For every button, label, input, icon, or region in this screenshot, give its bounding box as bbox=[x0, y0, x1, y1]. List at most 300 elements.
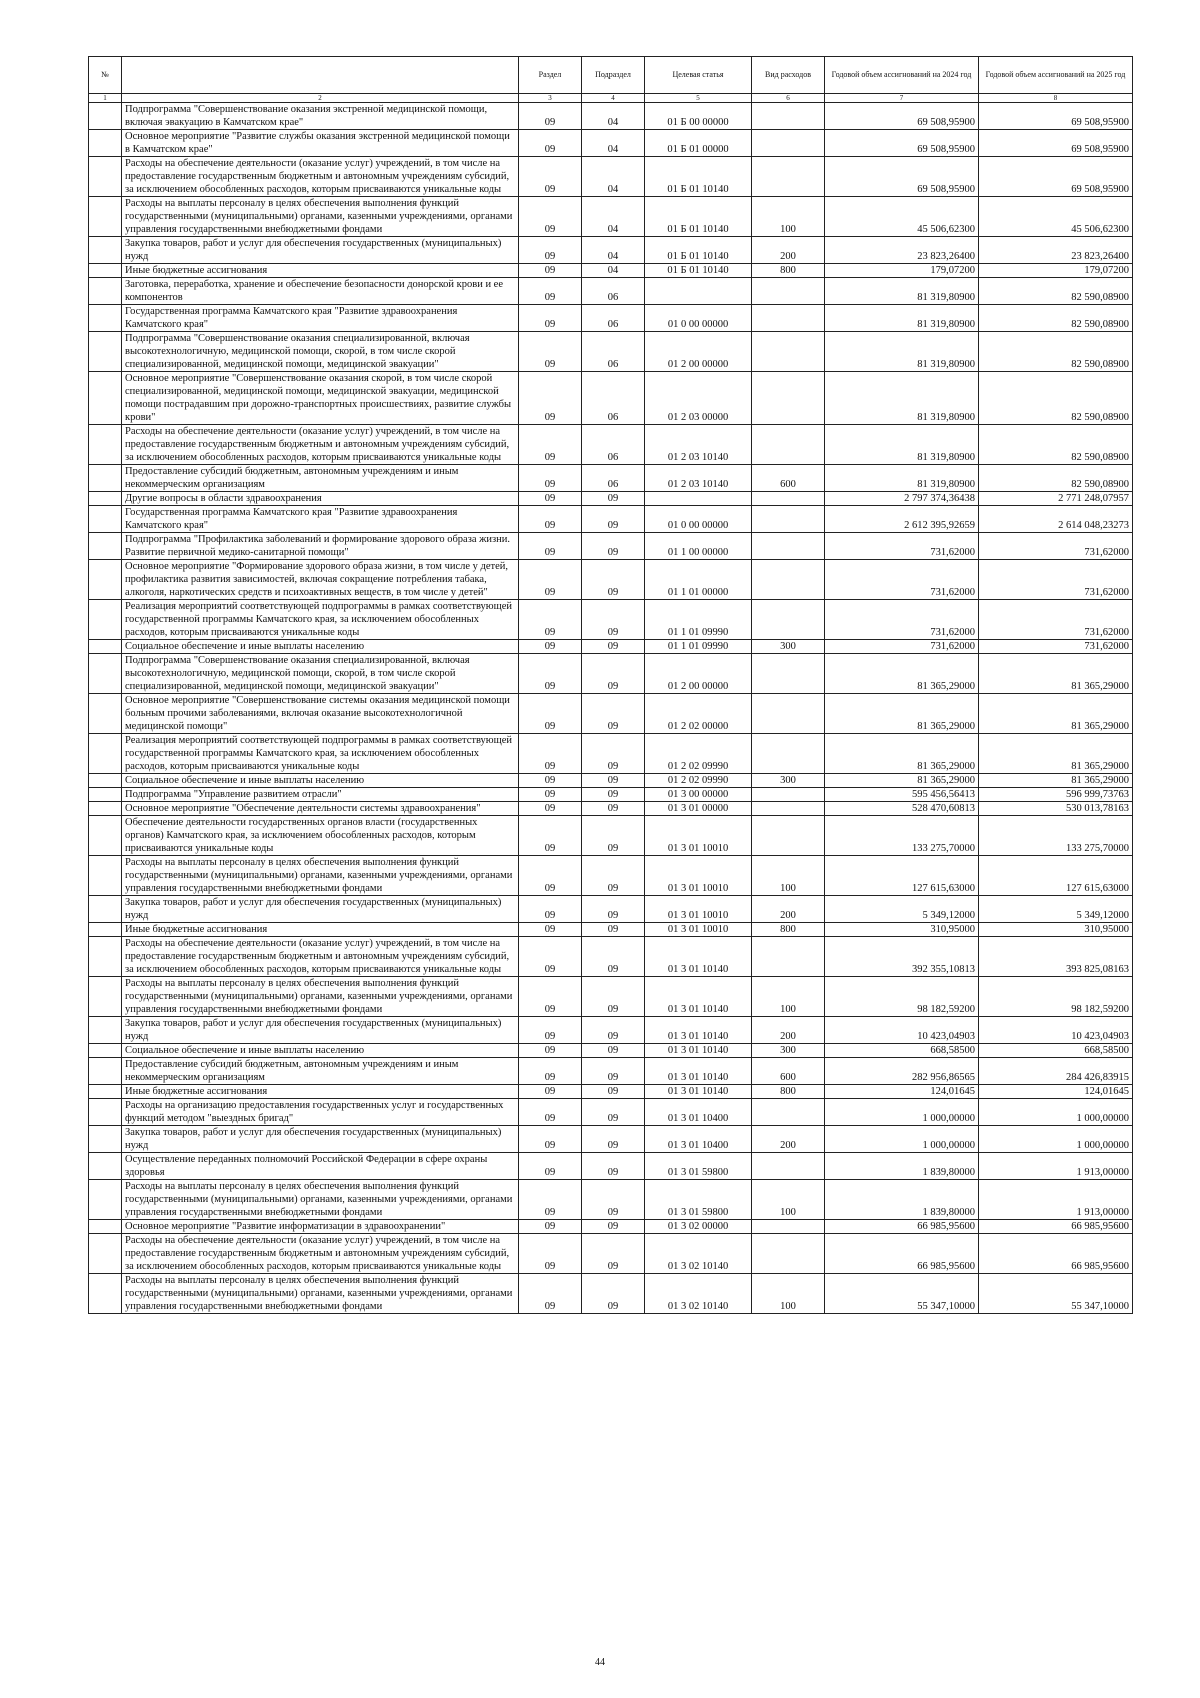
header-tselevaya-statya: Целевая статья bbox=[645, 57, 752, 94]
row-vid-raskhodov bbox=[752, 305, 825, 332]
row-podrazdel: 09 bbox=[582, 1058, 645, 1085]
row-razdel: 09 bbox=[519, 1234, 582, 1274]
table-row bbox=[89, 856, 1133, 896]
table-row bbox=[89, 1234, 1133, 1274]
row-tselevaya-statya: 01 3 02 10140 bbox=[645, 1234, 752, 1274]
row-description: Закупка товаров, работ и услуг для обеспечения государственных (муниципальных) нужд bbox=[122, 1017, 519, 1044]
row-podrazdel: 04 bbox=[582, 130, 645, 157]
row-vid-raskhodov: 200 bbox=[752, 1126, 825, 1153]
column-index: 6 bbox=[752, 94, 825, 103]
row-amount-2025: 66 985,95600 bbox=[979, 1234, 1133, 1274]
table-row bbox=[89, 1017, 1133, 1044]
row-podrazdel: 09 bbox=[582, 1017, 645, 1044]
row-description: Предоставление субсидий бюджетным, автономным учреждениям и иным некоммерческим организациям bbox=[122, 1058, 519, 1085]
row-vid-raskhodov bbox=[752, 1234, 825, 1274]
row-description: Закупка товаров, работ и услуг для обеспечения государственных (муниципальных) нужд bbox=[122, 1126, 519, 1153]
row-tselevaya-statya: 01 3 02 00000 bbox=[645, 1220, 752, 1234]
table-row bbox=[89, 492, 1133, 506]
row-podrazdel: 09 bbox=[582, 937, 645, 977]
row-amount-2024: 81 365,29000 bbox=[825, 774, 979, 788]
row-description: Социальное обеспечение и иные выплаты населению bbox=[122, 774, 519, 788]
row-vid-raskhodov bbox=[752, 734, 825, 774]
row-amount-2024: 1 000,00000 bbox=[825, 1099, 979, 1126]
row-amount-2025: 5 349,12000 bbox=[979, 896, 1133, 923]
row-vid-raskhodov bbox=[752, 937, 825, 977]
row-tselevaya-statya: 01 Б 01 10140 bbox=[645, 264, 752, 278]
row-amount-2024: 392 355,10813 bbox=[825, 937, 979, 977]
row-description: Реализация мероприятий соответствующей подпрограммы в рамках соответствующей государственной программы Камчатского края, за исключением обособленных расходов, которым присваиваются уникальные коды bbox=[122, 600, 519, 640]
row-vid-raskhodov: 200 bbox=[752, 896, 825, 923]
table-row bbox=[89, 774, 1133, 788]
row-tselevaya-statya: 01 3 01 10010 bbox=[645, 896, 752, 923]
budget-table bbox=[88, 56, 1133, 1314]
row-podrazdel: 06 bbox=[582, 465, 645, 492]
row-number-cell bbox=[89, 734, 122, 774]
row-description: Иные бюджетные ассигнования bbox=[122, 264, 519, 278]
row-number-cell bbox=[89, 600, 122, 640]
table-row bbox=[89, 506, 1133, 533]
row-vid-raskhodov bbox=[752, 788, 825, 802]
row-vid-raskhodov: 100 bbox=[752, 856, 825, 896]
row-podrazdel: 09 bbox=[582, 1153, 645, 1180]
table-row bbox=[89, 1180, 1133, 1220]
row-description: Закупка товаров, работ и услуг для обеспечения государственных (муниципальных) нужд bbox=[122, 896, 519, 923]
row-razdel: 09 bbox=[519, 640, 582, 654]
column-index: 3 bbox=[519, 94, 582, 103]
row-amount-2024: 310,95000 bbox=[825, 923, 979, 937]
row-tselevaya-statya: 01 3 01 10140 bbox=[645, 1085, 752, 1099]
row-tselevaya-statya: 01 2 03 10140 bbox=[645, 465, 752, 492]
table-row bbox=[89, 694, 1133, 734]
row-description: Основное мероприятие "Совершенствование оказания скорой, в том числе скорой специализированной, медицинской помощи, медицинской эвакуации, медицинской помощи пострадавшим при дорожно-транспортных происшествиях, развитие службы крови" bbox=[122, 372, 519, 425]
row-amount-2024: 45 506,62300 bbox=[825, 197, 979, 237]
row-podrazdel: 04 bbox=[582, 237, 645, 264]
table-row bbox=[89, 1220, 1133, 1234]
row-razdel: 09 bbox=[519, 1220, 582, 1234]
row-vid-raskhodov: 100 bbox=[752, 1274, 825, 1314]
row-vid-raskhodov bbox=[752, 533, 825, 560]
row-amount-2025: 731,62000 bbox=[979, 600, 1133, 640]
row-amount-2025: 45 506,62300 bbox=[979, 197, 1133, 237]
row-vid-raskhodov: 800 bbox=[752, 923, 825, 937]
row-tselevaya-statya: 01 2 02 09990 bbox=[645, 734, 752, 774]
row-number-cell bbox=[89, 492, 122, 506]
row-vid-raskhodov: 100 bbox=[752, 197, 825, 237]
header-podrazdel: Подраздел bbox=[582, 57, 645, 94]
row-amount-2024: 81 365,29000 bbox=[825, 694, 979, 734]
row-number-cell bbox=[89, 560, 122, 600]
row-razdel: 09 bbox=[519, 896, 582, 923]
row-amount-2025: 98 182,59200 bbox=[979, 977, 1133, 1017]
row-vid-raskhodov bbox=[752, 425, 825, 465]
row-number-cell bbox=[89, 465, 122, 492]
row-number-cell bbox=[89, 130, 122, 157]
column-index: 4 bbox=[582, 94, 645, 103]
row-number-cell bbox=[89, 305, 122, 332]
row-vid-raskhodov bbox=[752, 1099, 825, 1126]
row-description: Осуществление переданных полномочий Российской Федерации в сфере охраны здоровья bbox=[122, 1153, 519, 1180]
row-amount-2024: 55 347,10000 bbox=[825, 1274, 979, 1314]
row-amount-2025: 284 426,83915 bbox=[979, 1058, 1133, 1085]
table-row bbox=[89, 1153, 1133, 1180]
row-podrazdel: 09 bbox=[582, 1220, 645, 1234]
row-podrazdel: 04 bbox=[582, 157, 645, 197]
header-description bbox=[122, 57, 519, 94]
row-podrazdel: 06 bbox=[582, 425, 645, 465]
row-tselevaya-statya: 01 3 01 10140 bbox=[645, 937, 752, 977]
row-description: Другие вопросы в области здравоохранения bbox=[122, 492, 519, 506]
row-amount-2025: 82 590,08900 bbox=[979, 278, 1133, 305]
row-vid-raskhodov bbox=[752, 103, 825, 130]
table-row bbox=[89, 1044, 1133, 1058]
row-description: Подпрограмма "Совершенствование оказания экстренной медицинской помощи, включая эвакуацию в Камчатском крае" bbox=[122, 103, 519, 130]
row-vid-raskhodov bbox=[752, 802, 825, 816]
row-amount-2024: 69 508,95900 bbox=[825, 130, 979, 157]
row-tselevaya-statya: 01 2 03 00000 bbox=[645, 372, 752, 425]
row-tselevaya-statya: 01 3 01 10140 bbox=[645, 1017, 752, 1044]
row-amount-2025: 731,62000 bbox=[979, 533, 1133, 560]
row-description: Иные бюджетные ассигнования bbox=[122, 1085, 519, 1099]
row-amount-2024: 731,62000 bbox=[825, 640, 979, 654]
row-amount-2025: 81 365,29000 bbox=[979, 654, 1133, 694]
table-row bbox=[89, 816, 1133, 856]
row-description: Обеспечение деятельности государственных органов власти (государственных органов) Камчатского края, за исключением обособленных расходов, которым присваиваются уникальные коды bbox=[122, 816, 519, 856]
header-no: № bbox=[89, 57, 122, 94]
row-vid-raskhodov bbox=[752, 1220, 825, 1234]
table-row bbox=[89, 197, 1133, 237]
row-number-cell bbox=[89, 264, 122, 278]
row-number-cell bbox=[89, 506, 122, 533]
row-podrazdel: 09 bbox=[582, 1044, 645, 1058]
row-vid-raskhodov bbox=[752, 560, 825, 600]
table-row bbox=[89, 533, 1133, 560]
row-amount-2024: 81 319,80900 bbox=[825, 278, 979, 305]
row-amount-2024: 731,62000 bbox=[825, 560, 979, 600]
row-number-cell bbox=[89, 1017, 122, 1044]
row-vid-raskhodov: 600 bbox=[752, 1058, 825, 1085]
row-podrazdel: 09 bbox=[582, 923, 645, 937]
row-number-cell bbox=[89, 278, 122, 305]
row-razdel: 09 bbox=[519, 506, 582, 533]
column-index: 5 bbox=[645, 94, 752, 103]
row-amount-2024: 81 365,29000 bbox=[825, 654, 979, 694]
row-razdel: 09 bbox=[519, 977, 582, 1017]
row-podrazdel: 09 bbox=[582, 734, 645, 774]
row-description: Заготовка, переработка, хранение и обеспечение безопасности донорской крови и ее компонентов bbox=[122, 278, 519, 305]
row-amount-2025: 1 000,00000 bbox=[979, 1126, 1133, 1153]
row-tselevaya-statya: 01 Б 01 10140 bbox=[645, 237, 752, 264]
row-amount-2024: 528 470,60813 bbox=[825, 802, 979, 816]
row-amount-2025: 82 590,08900 bbox=[979, 425, 1133, 465]
table-body bbox=[89, 103, 1133, 1314]
page-number: 44 bbox=[595, 1657, 605, 1668]
row-number-cell bbox=[89, 533, 122, 560]
row-amount-2025: 393 825,08163 bbox=[979, 937, 1133, 977]
row-razdel: 09 bbox=[519, 278, 582, 305]
row-tselevaya-statya: 01 3 01 10140 bbox=[645, 977, 752, 1017]
row-razdel: 09 bbox=[519, 1085, 582, 1099]
row-razdel: 09 bbox=[519, 1044, 582, 1058]
row-amount-2024: 731,62000 bbox=[825, 600, 979, 640]
row-podrazdel: 04 bbox=[582, 264, 645, 278]
row-amount-2024: 1 839,80000 bbox=[825, 1180, 979, 1220]
row-description: Расходы на выплаты персоналу в целях обеспечения выполнения функций государственными (муниципальными) органами, казенными учреждениями, органами управления государственными внебюджетными фондами bbox=[122, 1180, 519, 1220]
row-number-cell bbox=[89, 856, 122, 896]
row-number-cell bbox=[89, 197, 122, 237]
row-vid-raskhodov: 300 bbox=[752, 640, 825, 654]
table-row bbox=[89, 103, 1133, 130]
row-number-cell bbox=[89, 1044, 122, 1058]
row-tselevaya-statya: 01 3 01 10010 bbox=[645, 923, 752, 937]
row-number-cell bbox=[89, 896, 122, 923]
table-row bbox=[89, 157, 1133, 197]
row-razdel: 09 bbox=[519, 937, 582, 977]
row-amount-2024: 282 956,86565 bbox=[825, 1058, 979, 1085]
row-podrazdel: 09 bbox=[582, 977, 645, 1017]
row-vid-raskhodov bbox=[752, 130, 825, 157]
row-tselevaya-statya: 01 Б 01 10140 bbox=[645, 197, 752, 237]
row-amount-2024: 127 615,63000 bbox=[825, 856, 979, 896]
row-podrazdel: 06 bbox=[582, 278, 645, 305]
row-tselevaya-statya: 01 1 01 09990 bbox=[645, 640, 752, 654]
row-description: Основное мероприятие "Совершенствование системы оказания медицинской помощи больным прочими заболеваниями, включая оказание высокотехнологичной медицинской помощи" bbox=[122, 694, 519, 734]
row-razdel: 09 bbox=[519, 332, 582, 372]
row-amount-2025: 124,01645 bbox=[979, 1085, 1133, 1099]
row-razdel: 09 bbox=[519, 1126, 582, 1153]
row-amount-2024: 595 456,56413 bbox=[825, 788, 979, 802]
row-number-cell bbox=[89, 372, 122, 425]
row-tselevaya-statya: 01 Б 01 10140 bbox=[645, 157, 752, 197]
row-razdel: 09 bbox=[519, 734, 582, 774]
row-vid-raskhodov bbox=[752, 372, 825, 425]
row-description: Социальное обеспечение и иные выплаты населению bbox=[122, 1044, 519, 1058]
row-amount-2025: 81 365,29000 bbox=[979, 774, 1133, 788]
row-number-cell bbox=[89, 237, 122, 264]
row-razdel: 09 bbox=[519, 774, 582, 788]
row-amount-2025: 55 347,10000 bbox=[979, 1274, 1133, 1314]
table-row bbox=[89, 896, 1133, 923]
row-tselevaya-statya bbox=[645, 492, 752, 506]
header-volume-2024: Годовой объем ассигнований на 2024 год bbox=[825, 57, 979, 94]
row-podrazdel: 09 bbox=[582, 1180, 645, 1220]
row-description: Иные бюджетные ассигнования bbox=[122, 923, 519, 937]
row-razdel: 09 bbox=[519, 264, 582, 278]
row-tselevaya-statya: 01 3 01 10400 bbox=[645, 1099, 752, 1126]
row-podrazdel: 09 bbox=[582, 896, 645, 923]
row-razdel: 09 bbox=[519, 654, 582, 694]
table-row bbox=[89, 305, 1133, 332]
row-vid-raskhodov: 800 bbox=[752, 264, 825, 278]
row-description: Реализация мероприятий соответствующей подпрограммы в рамках соответствующей государственной программы Камчатского края, за исключением обособленных расходов, которым присваиваются уникальные коды bbox=[122, 734, 519, 774]
row-podrazdel: 09 bbox=[582, 856, 645, 896]
row-number-cell bbox=[89, 923, 122, 937]
table-row bbox=[89, 425, 1133, 465]
row-tselevaya-statya: 01 0 00 00000 bbox=[645, 305, 752, 332]
row-number-cell bbox=[89, 1153, 122, 1180]
row-razdel: 09 bbox=[519, 237, 582, 264]
row-razdel: 09 bbox=[519, 465, 582, 492]
row-tselevaya-statya: 01 1 01 00000 bbox=[645, 560, 752, 600]
row-amount-2025: 66 985,95600 bbox=[979, 1220, 1133, 1234]
row-amount-2024: 66 985,95600 bbox=[825, 1220, 979, 1234]
header-row bbox=[89, 57, 1133, 94]
row-amount-2025: 2 771 248,07957 bbox=[979, 492, 1133, 506]
row-amount-2024: 81 319,80900 bbox=[825, 465, 979, 492]
row-amount-2025: 81 365,29000 bbox=[979, 694, 1133, 734]
row-amount-2025: 82 590,08900 bbox=[979, 305, 1133, 332]
table-row bbox=[89, 788, 1133, 802]
row-number-cell bbox=[89, 774, 122, 788]
row-razdel: 09 bbox=[519, 1099, 582, 1126]
row-podrazdel: 04 bbox=[582, 197, 645, 237]
row-number-cell bbox=[89, 1126, 122, 1153]
header-volume-2025: Годовой объем ассигнований на 2025 год bbox=[979, 57, 1133, 94]
row-vid-raskhodov bbox=[752, 816, 825, 856]
table-row bbox=[89, 600, 1133, 640]
row-amount-2024: 81 319,80900 bbox=[825, 425, 979, 465]
row-vid-raskhodov bbox=[752, 506, 825, 533]
table-row bbox=[89, 937, 1133, 977]
row-amount-2025: 530 013,78163 bbox=[979, 802, 1133, 816]
table-row bbox=[89, 1058, 1133, 1085]
row-number-cell bbox=[89, 103, 122, 130]
row-description: Расходы на обеспечение деятельности (оказание услуг) учреждений, в том числе на предоставление государственным бюджетным и автономным учреждениям субсидий, за исключением обособленных расходов, которым присваиваются уникальные коды bbox=[122, 157, 519, 197]
row-razdel: 09 bbox=[519, 130, 582, 157]
table-row bbox=[89, 1099, 1133, 1126]
row-amount-2025: 2 614 048,23273 bbox=[979, 506, 1133, 533]
row-description: Государственная программа Камчатского края "Развитие здравоохранения Камчатского края" bbox=[122, 506, 519, 533]
table-row bbox=[89, 923, 1133, 937]
row-razdel: 09 bbox=[519, 1180, 582, 1220]
row-tselevaya-statya: 01 2 00 00000 bbox=[645, 654, 752, 694]
table-row bbox=[89, 802, 1133, 816]
column-index-row bbox=[89, 94, 1133, 103]
table-row bbox=[89, 372, 1133, 425]
row-amount-2025: 69 508,95900 bbox=[979, 130, 1133, 157]
row-amount-2025: 1 913,00000 bbox=[979, 1153, 1133, 1180]
row-amount-2025: 127 615,63000 bbox=[979, 856, 1133, 896]
row-podrazdel: 04 bbox=[582, 103, 645, 130]
row-amount-2024: 1 000,00000 bbox=[825, 1126, 979, 1153]
row-razdel: 09 bbox=[519, 425, 582, 465]
table-row bbox=[89, 1085, 1133, 1099]
row-number-cell bbox=[89, 1085, 122, 1099]
row-amount-2024: 69 508,95900 bbox=[825, 157, 979, 197]
row-number-cell bbox=[89, 640, 122, 654]
row-number-cell bbox=[89, 1274, 122, 1314]
row-amount-2025: 133 275,70000 bbox=[979, 816, 1133, 856]
row-tselevaya-statya: 01 2 00 00000 bbox=[645, 332, 752, 372]
row-vid-raskhodov: 100 bbox=[752, 977, 825, 1017]
row-amount-2025: 81 365,29000 bbox=[979, 734, 1133, 774]
table-row bbox=[89, 734, 1133, 774]
row-amount-2025: 69 508,95900 bbox=[979, 157, 1133, 197]
row-description: Расходы на выплаты персоналу в целях обеспечения выполнения функций государственными (муниципальными) органами, казенными учреждениями, органами управления государственными внебюджетными фондами bbox=[122, 856, 519, 896]
row-podrazdel: 09 bbox=[582, 640, 645, 654]
row-vid-raskhodov bbox=[752, 492, 825, 506]
row-razdel: 09 bbox=[519, 788, 582, 802]
row-razdel: 09 bbox=[519, 533, 582, 560]
row-amount-2025: 179,07200 bbox=[979, 264, 1133, 278]
row-description: Социальное обеспечение и иные выплаты населению bbox=[122, 640, 519, 654]
row-amount-2025: 668,58500 bbox=[979, 1044, 1133, 1058]
row-podrazdel: 09 bbox=[582, 506, 645, 533]
row-tselevaya-statya: 01 3 01 10400 bbox=[645, 1126, 752, 1153]
row-vid-raskhodov: 200 bbox=[752, 237, 825, 264]
row-podrazdel: 06 bbox=[582, 372, 645, 425]
row-amount-2024: 124,01645 bbox=[825, 1085, 979, 1099]
row-tselevaya-statya: 01 1 01 09990 bbox=[645, 600, 752, 640]
row-amount-2024: 5 349,12000 bbox=[825, 896, 979, 923]
table-row bbox=[89, 237, 1133, 264]
row-razdel: 09 bbox=[519, 802, 582, 816]
row-vid-raskhodov bbox=[752, 278, 825, 305]
header-razdel: Раздел bbox=[519, 57, 582, 94]
row-amount-2025: 69 508,95900 bbox=[979, 103, 1133, 130]
row-razdel: 09 bbox=[519, 372, 582, 425]
row-amount-2025: 731,62000 bbox=[979, 640, 1133, 654]
row-vid-raskhodov bbox=[752, 694, 825, 734]
row-amount-2024: 179,07200 bbox=[825, 264, 979, 278]
row-number-cell bbox=[89, 788, 122, 802]
row-razdel: 09 bbox=[519, 157, 582, 197]
row-tselevaya-statya: 01 0 00 00000 bbox=[645, 506, 752, 533]
row-tselevaya-statya: 01 3 01 00000 bbox=[645, 802, 752, 816]
row-podrazdel: 09 bbox=[582, 560, 645, 600]
row-tselevaya-statya: 01 3 01 10010 bbox=[645, 856, 752, 896]
row-podrazdel: 09 bbox=[582, 694, 645, 734]
row-amount-2024: 81 319,80900 bbox=[825, 372, 979, 425]
row-vid-raskhodov: 600 bbox=[752, 465, 825, 492]
row-description: Расходы на организацию предоставления государственных услуг и государственных функций методом "выездных бригад" bbox=[122, 1099, 519, 1126]
row-vid-raskhodov: 200 bbox=[752, 1017, 825, 1044]
column-index: 1 bbox=[89, 94, 122, 103]
row-number-cell bbox=[89, 1180, 122, 1220]
row-podrazdel: 09 bbox=[582, 1126, 645, 1153]
row-razdel: 09 bbox=[519, 923, 582, 937]
row-amount-2024: 66 985,95600 bbox=[825, 1234, 979, 1274]
table-row bbox=[89, 465, 1133, 492]
row-tselevaya-statya: 01 3 01 10010 bbox=[645, 816, 752, 856]
row-description: Расходы на выплаты персоналу в целях обеспечения выполнения функций государственными (муниципальными) органами, казенными учреждениями, органами управления государственными внебюджетными фондами bbox=[122, 977, 519, 1017]
table-row bbox=[89, 264, 1133, 278]
row-amount-2024: 23 823,26400 bbox=[825, 237, 979, 264]
row-razdel: 09 bbox=[519, 1017, 582, 1044]
row-vid-raskhodov bbox=[752, 1153, 825, 1180]
row-amount-2024: 1 839,80000 bbox=[825, 1153, 979, 1180]
table-row bbox=[89, 278, 1133, 305]
row-amount-2024: 2 797 374,36438 bbox=[825, 492, 979, 506]
row-number-cell bbox=[89, 1220, 122, 1234]
row-podrazdel: 06 bbox=[582, 332, 645, 372]
row-description: Расходы на обеспечение деятельности (оказание услуг) учреждений, в том числе на предоставление государственным бюджетным и автономным учреждениям субсидий, за исключением обособленных расходов, которым присваиваются уникальные коды bbox=[122, 425, 519, 465]
row-amount-2025: 82 590,08900 bbox=[979, 372, 1133, 425]
row-tselevaya-statya: 01 2 02 09990 bbox=[645, 774, 752, 788]
row-number-cell bbox=[89, 694, 122, 734]
row-tselevaya-statya: 01 3 01 10140 bbox=[645, 1058, 752, 1085]
row-tselevaya-statya: 01 Б 01 00000 bbox=[645, 130, 752, 157]
column-index: 2 bbox=[122, 94, 519, 103]
row-razdel: 09 bbox=[519, 1153, 582, 1180]
row-number-cell bbox=[89, 802, 122, 816]
row-podrazdel: 09 bbox=[582, 1274, 645, 1314]
row-amount-2024: 98 182,59200 bbox=[825, 977, 979, 1017]
table-row bbox=[89, 977, 1133, 1017]
row-razdel: 09 bbox=[519, 197, 582, 237]
row-amount-2025: 310,95000 bbox=[979, 923, 1133, 937]
row-podrazdel: 06 bbox=[582, 305, 645, 332]
row-razdel: 09 bbox=[519, 103, 582, 130]
